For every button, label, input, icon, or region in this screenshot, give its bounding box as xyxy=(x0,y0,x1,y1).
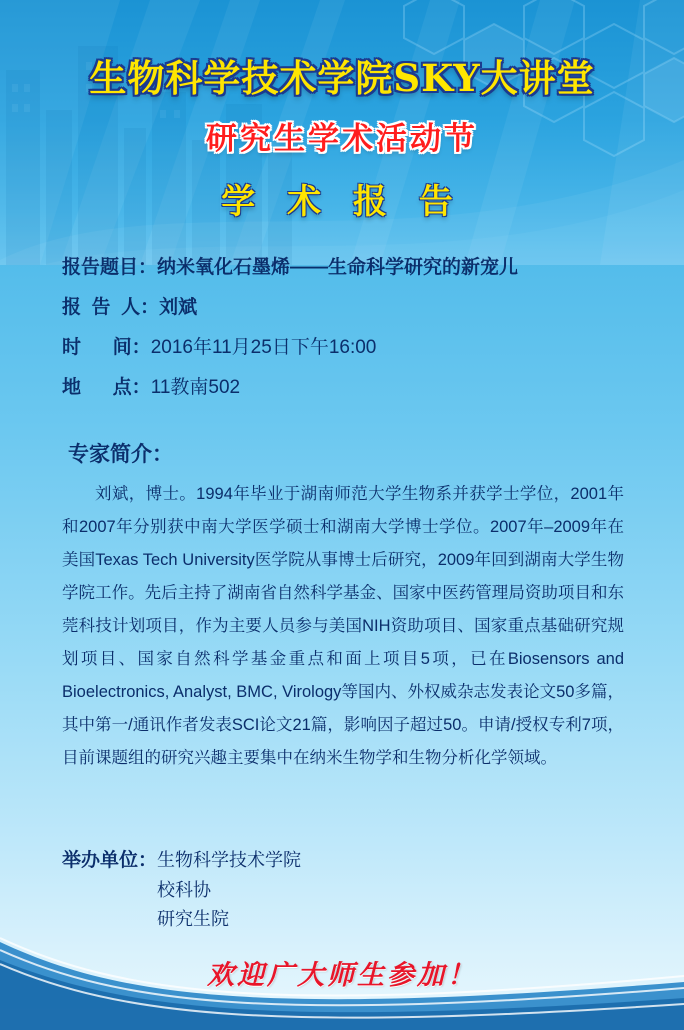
info-label-location: 地 点： xyxy=(62,377,151,398)
poster-title-group xyxy=(0,58,684,223)
organizers-label: 举办单位： xyxy=(62,850,158,871)
info-row-topic xyxy=(62,252,632,279)
event-info-block xyxy=(62,252,632,412)
organizers-head xyxy=(62,845,622,935)
poster-title-academic-report: 学 术 报 告 xyxy=(221,181,463,222)
info-row-location xyxy=(62,372,632,399)
organizer-item: 校科协 xyxy=(157,879,212,900)
info-row-speaker xyxy=(62,292,632,319)
organizers-block xyxy=(62,845,622,935)
organizer-item: 研究生院 xyxy=(157,909,230,930)
info-value-location: 11教南502 xyxy=(150,377,241,398)
organizers-list xyxy=(157,846,301,935)
info-label-topic: 报告题目： xyxy=(62,257,158,278)
organizer-item: 生物科学技术学院 xyxy=(157,850,302,870)
info-value-topic: 纳米氧化石墨烯——生命科学研究的新宠儿 xyxy=(157,257,519,278)
welcome-message: 欢迎广大师生参加！ xyxy=(207,960,477,991)
page-title: 生物科学技术学院SKY大讲堂 xyxy=(89,56,595,100)
info-value-time: 2016年11月25日下午16:00 xyxy=(150,337,377,358)
info-row-time xyxy=(62,332,632,359)
info-value-speaker: 刘斌 xyxy=(159,297,198,318)
expert-bio-text: 刘斌，博士。1994年毕业于湖南师范大学生物系并获学士学位，2001年和2007年分别获中南大学医学硕士和湖南大学博士学位。2007年–2009年在美国Texas Tech University医学院从事博士后研究，2009年回到湖南大学生物学院工作。先后主持了湖南省自然科学基金、国家中医药管理局资助项目和东莞科技计划项目，作为主要人员参与美国NIH资助项目、国家重点基础研究规划项目、国家自然科学基金重点和面上项目5项，已在Biosensors and Bioelectronics, Analyst, BMC, Virology等国内、外权威杂志发表论文50多篇，其中第一/通讯作者发表SCI论文21篇，影响因子超过50。申请/授权专利7项，目前课题组的研究兴趣主要集中在纳米生物学和生物分析化学领域。 xyxy=(62,485,624,767)
info-label-time: 时 间： xyxy=(62,337,151,358)
poster-subtitle: 研究生学术活动节 xyxy=(206,120,478,157)
info-label-speaker: 报 告 人： xyxy=(62,297,160,318)
section-title-expert-profile: 专家简介： xyxy=(68,443,173,466)
